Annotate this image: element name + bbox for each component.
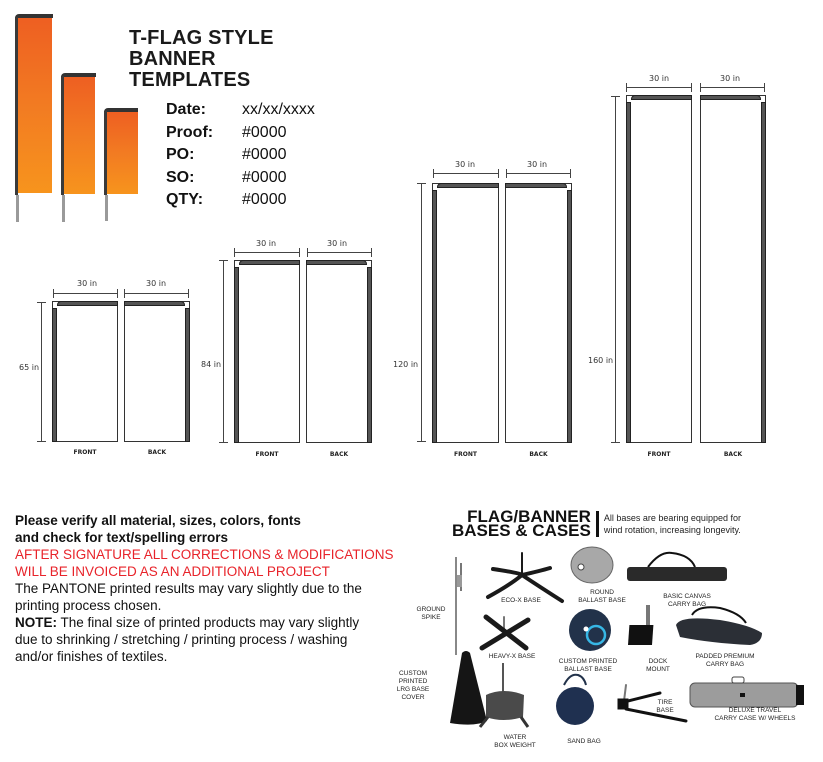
back-label: BACK <box>147 449 167 456</box>
water-box-weight-icon <box>480 663 528 727</box>
po-value: #0000 <box>242 146 287 163</box>
product-label-custom-printed-lrg-base-cover <box>393 670 433 702</box>
label-line: DELUXE TRAVEL <box>728 707 782 714</box>
width-label-front: 30 in <box>256 239 277 248</box>
product-label-ground-spike <box>413 606 449 622</box>
width-dimension-line <box>700 87 765 88</box>
page-title <box>129 28 274 91</box>
label-line: BASIC CANVAS <box>663 593 711 600</box>
label-line: CUSTOM <box>398 670 428 677</box>
verify-notice: Please verify all material, sizes, colors, fonts <box>15 513 301 528</box>
height-dimension-line <box>41 302 42 442</box>
product-label-padded-premium-carry-bag <box>690 653 760 669</box>
so-value: #0000 <box>242 168 287 186</box>
label-line: PRINTED <box>398 678 428 685</box>
width-label-back: 30 in <box>527 160 548 169</box>
label-line: ROUND <box>590 589 614 596</box>
banner-back-panel[interactable] <box>505 183 572 443</box>
label-line: CARRY CASE W/ WHEELS <box>714 715 796 722</box>
banner-front-panel[interactable] <box>432 183 499 443</box>
height-dimension-line <box>421 183 422 442</box>
size-note: due to shrinking / stretching / printing process / washing <box>15 632 348 647</box>
banner-back-panel[interactable] <box>124 301 190 442</box>
pantone-disclaimer: printing process chosen. <box>15 598 162 613</box>
height-label: 120 in <box>393 360 419 369</box>
label-line: SPIKE <box>421 614 441 621</box>
product-label-sand-bag <box>560 738 608 746</box>
width-dimension-line <box>53 293 118 294</box>
banner-back-panel[interactable] <box>700 95 766 443</box>
label-line: MOUNT <box>646 666 670 673</box>
label-line: BASE <box>656 707 674 714</box>
so-label: SO: <box>166 168 195 186</box>
height-dimension-line <box>223 260 224 443</box>
product-label-water-box-weight <box>490 734 540 750</box>
basic-canvas-carry-bag-icon <box>627 553 727 581</box>
label-line: LRG BASE <box>396 686 430 693</box>
padded-premium-carry-bag-icon <box>676 607 762 645</box>
label-line: DOCK <box>648 658 668 665</box>
bases-title-line: BASES & CASES <box>452 521 591 540</box>
invoice-warning: AFTER SIGNATURE ALL CORRECTIONS & MODIFICATIONS <box>15 547 394 562</box>
label-line: BALLAST BASE <box>578 597 626 604</box>
banner-front-panel[interactable] <box>626 95 692 443</box>
bases-title <box>452 507 591 540</box>
height-label: 84 in <box>201 360 222 369</box>
title-divider <box>596 511 599 537</box>
label-line: ECO-X BASE <box>501 597 541 604</box>
width-dimension-line <box>307 252 372 253</box>
width-label-back: 30 in <box>327 239 348 248</box>
desc-line: All bases are bearing equipped for <box>603 513 741 523</box>
product-label-deluxe-travel-carry-case <box>707 707 803 723</box>
date-value: xx/xx/xxxx <box>242 101 315 118</box>
po-label: PO: <box>166 146 195 163</box>
qty-value: #0000 <box>242 191 287 208</box>
height-label: 65 in <box>19 363 40 372</box>
back-label: BACK <box>329 451 349 458</box>
eco-x-base-icon <box>488 553 562 601</box>
date-label: Date: <box>166 101 207 118</box>
label-line: CARRY BAG <box>667 601 707 608</box>
note-text: The final size of printed products may vary slightly <box>57 615 360 630</box>
qty-label: QTY: <box>166 191 204 208</box>
product-label-tire-base <box>650 699 680 715</box>
dock-mount-icon <box>628 605 653 645</box>
label-line: BOX WEIGHT <box>494 742 536 749</box>
front-label: FRONT <box>454 451 477 458</box>
label-line: TIRE <box>657 699 673 706</box>
heavy-x-base-icon <box>482 617 528 648</box>
banner-front-panel[interactable] <box>52 301 118 442</box>
front-label: FRONT <box>647 451 671 458</box>
label-line: CARRY BAG <box>705 661 745 668</box>
height-label: 160 in <box>588 356 614 365</box>
width-label-front: 30 in <box>649 74 670 83</box>
ground-spike-icon <box>455 557 462 655</box>
deluxe-travel-carry-case-icon <box>690 677 804 707</box>
label-line: WATER <box>503 734 527 741</box>
title-line: TEMPLATES <box>129 69 251 91</box>
label-line: CUSTOM PRINTED <box>558 658 618 665</box>
round-ballast-base-icon <box>571 547 613 583</box>
front-label: FRONT <box>73 449 97 456</box>
product-label-eco-x-base <box>496 597 546 605</box>
product-label-basic-canvas-carry-bag <box>652 593 722 609</box>
width-label-back: 30 in <box>720 74 741 83</box>
product-label-heavy-x-base <box>481 653 543 661</box>
proof-label: Proof: <box>166 123 214 141</box>
bases-description <box>604 512 741 536</box>
title-line: T-FLAG STYLE <box>129 27 274 49</box>
custom-printed-ballast-base-icon <box>569 609 611 651</box>
size-note: and/or finishes of textiles. <box>15 649 168 664</box>
width-label-front: 30 in <box>77 279 98 288</box>
label-line: SAND BAG <box>567 738 601 745</box>
size-note <box>15 614 425 631</box>
banner-front-panel[interactable] <box>234 260 300 443</box>
proof-value: #0000 <box>242 123 287 141</box>
label-line: PADDED PREMIUM <box>695 653 755 660</box>
bases-header <box>452 507 741 540</box>
width-dimension-line <box>124 293 189 294</box>
height-dimension-line <box>615 96 616 443</box>
bases-title-line: FLAG/BANNER <box>467 507 591 526</box>
desc-line: wind rotation, increasing longevity. <box>603 525 741 535</box>
width-dimension-line <box>506 173 571 174</box>
width-label-back: 30 in <box>146 279 167 288</box>
width-label-front: 30 in <box>455 160 476 169</box>
width-dimension-line <box>433 173 499 174</box>
back-label: BACK <box>723 451 743 458</box>
label-line: GROUND <box>416 606 446 613</box>
banner-back-panel[interactable] <box>306 260 372 443</box>
verify-notice: and check for text/spelling errors <box>15 530 229 545</box>
custom-printed-lrg-base-cover-icon <box>450 651 487 725</box>
back-label: BACK <box>529 451 548 458</box>
product-label-custom-printed-ballast-base <box>555 658 621 674</box>
label-line: HEAVY-X BASE <box>488 653 536 660</box>
width-dimension-line <box>234 252 300 253</box>
product-label-round-ballast-base <box>572 589 632 605</box>
note-label: NOTE: <box>15 615 57 630</box>
label-line: COVER <box>401 694 425 701</box>
product-label-dock-mount <box>638 658 678 674</box>
width-dimension-line <box>626 87 692 88</box>
pantone-disclaimer: The PANTONE printed results may vary slightly due to the <box>15 581 362 596</box>
proof-notes <box>15 512 425 665</box>
invoice-warning: WILL BE INVOICED AS AN ADDITIONAL PROJECT <box>15 564 330 579</box>
label-line: BALLAST BASE <box>564 666 612 673</box>
title-line: BANNER <box>129 48 216 70</box>
front-label: FRONT <box>255 451 279 458</box>
sand-bag-icon <box>556 675 594 725</box>
